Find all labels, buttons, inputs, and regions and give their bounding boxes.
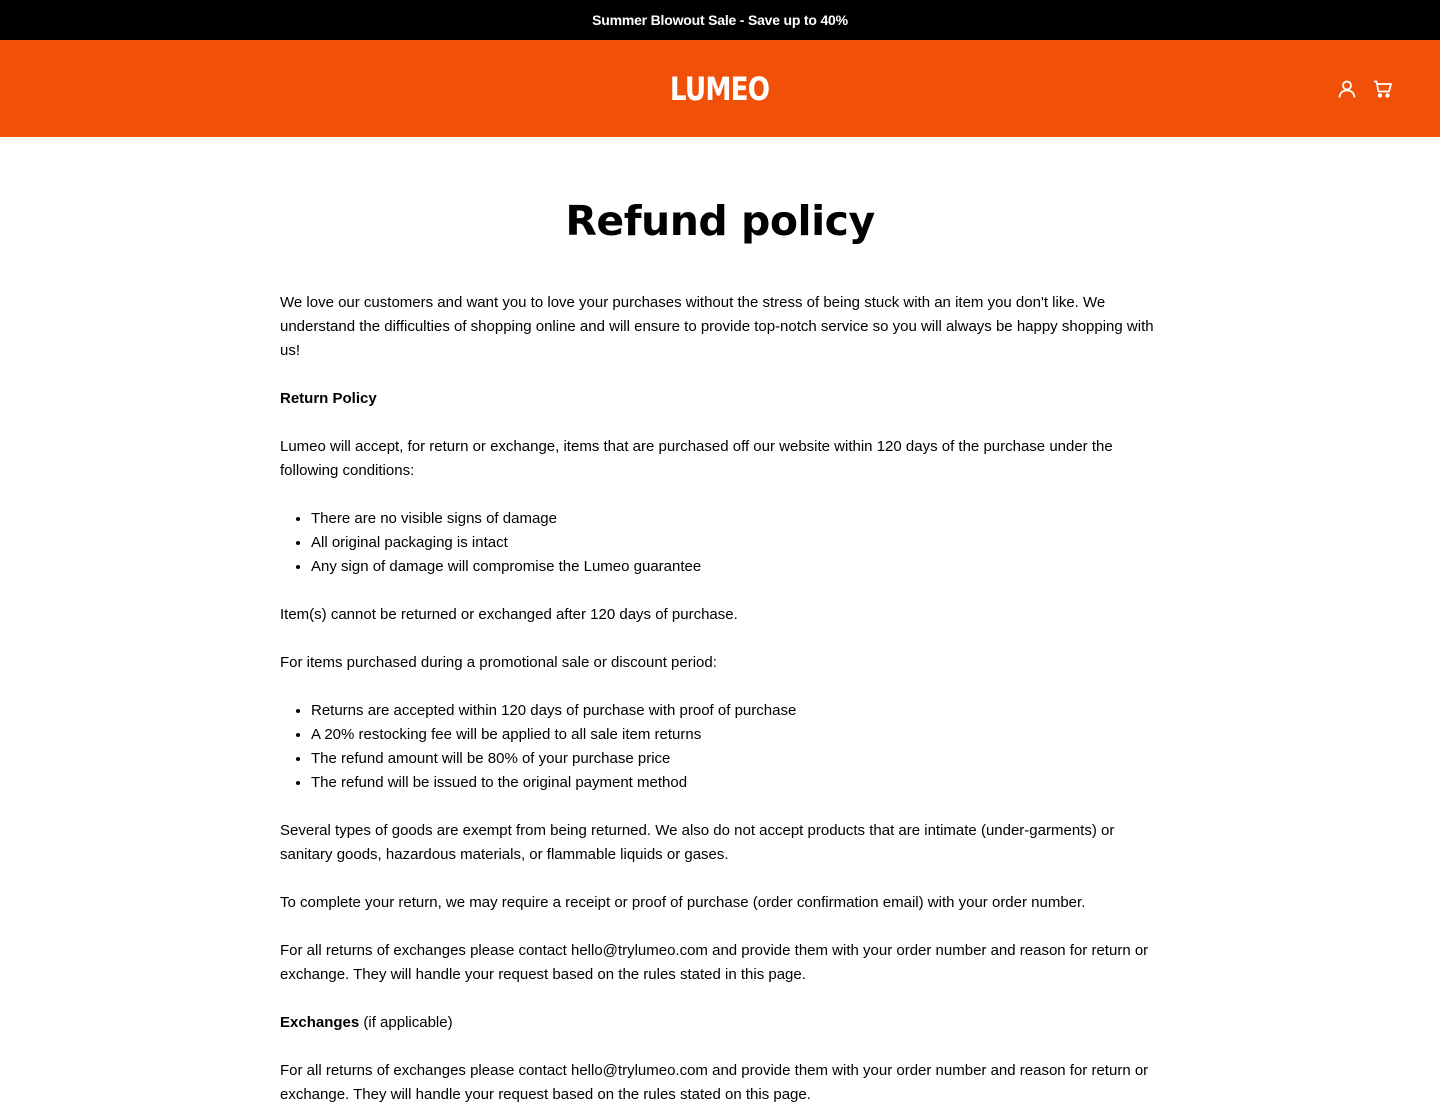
contact-paragraph-1: For all returns of exchanges please contact hello@trylumeo.com and provide them with your order number and reason for return or exchange. They will handle your request based on the rules stated in this page.: [280, 942, 1149, 983]
exchanges-heading-suffix: (if applicable): [359, 1014, 453, 1031]
contact-paragraph-2: For all returns of exchanges please contact hello@trylumeo.com and provide them with your order number and reason for return or exchange. They will handle your request based on the rules stated on this page.: [280, 1062, 1149, 1103]
sale-intro-paragraph: For items purchased during a promotional sale or discount period:: [280, 654, 717, 671]
list-item: • Any sign of damage will compromise the Lumeo guarantee: [311, 555, 1160, 579]
conditions-list: [280, 507, 1160, 579]
list-item: • Returns are accepted within 120 days of purchase with proof of purchase: [311, 699, 1160, 723]
list-item: • A 20% restocking fee will be applied to all sale item returns: [311, 723, 1160, 747]
intro-paragraph: We love our customers and want you to love your purchases without the stress of being stuck with an item you don't like. We understand the difficulties of shopping online and will ensure to provide top-notch service so you will always be happy shopping with us!: [280, 294, 1154, 359]
header-icons: [1337, 79, 1393, 99]
return-policy-paragraph: Lumeo will accept, for return or exchange, items that are purchased off our website within 120 days of the purchase under the following conditions:: [280, 438, 1113, 479]
main-content: [280, 137, 1160, 1107]
account-icon[interactable]: [1337, 79, 1357, 99]
page-title: Refund policy: [565, 197, 875, 245]
list-item: • There are no visible signs of damage: [311, 507, 1160, 531]
return-policy-heading-text: Return Policy: [280, 390, 377, 407]
logo[interactable]: LUMEO: [670, 69, 770, 108]
site-header: [0, 40, 1440, 137]
sale-conditions-list: [280, 699, 1160, 795]
announcement-bar: [0, 0, 1440, 40]
exchanges-heading: [280, 1011, 1160, 1035]
list-item: • All original packaging is intact: [311, 531, 1160, 555]
return-policy-heading: [280, 387, 1160, 411]
list-item: • The refund amount will be 80% of your purchase price: [311, 747, 1160, 771]
exempt-paragraph: Several types of goods are exempt from being returned. We also do not accept products that are intimate (under-garments) or sanitary goods, hazardous materials, or flammable liquids or gases.: [280, 822, 1115, 863]
cutoff-paragraph: Item(s) cannot be returned or exchanged after 120 days of purchase.: [280, 606, 738, 623]
cart-icon[interactable]: [1373, 79, 1393, 99]
announcement-text[interactable]: Summer Blowout Sale - Save up to 40%: [592, 12, 848, 28]
receipt-paragraph: To complete your return, we may require a receipt or proof of purchase (order confirmation email) with your order number.: [280, 894, 1086, 911]
exchanges-heading-text: Exchanges: [280, 1014, 360, 1031]
policy-body: [280, 291, 1160, 1107]
list-item: • The refund will be issued to the original payment method: [311, 771, 1160, 795]
